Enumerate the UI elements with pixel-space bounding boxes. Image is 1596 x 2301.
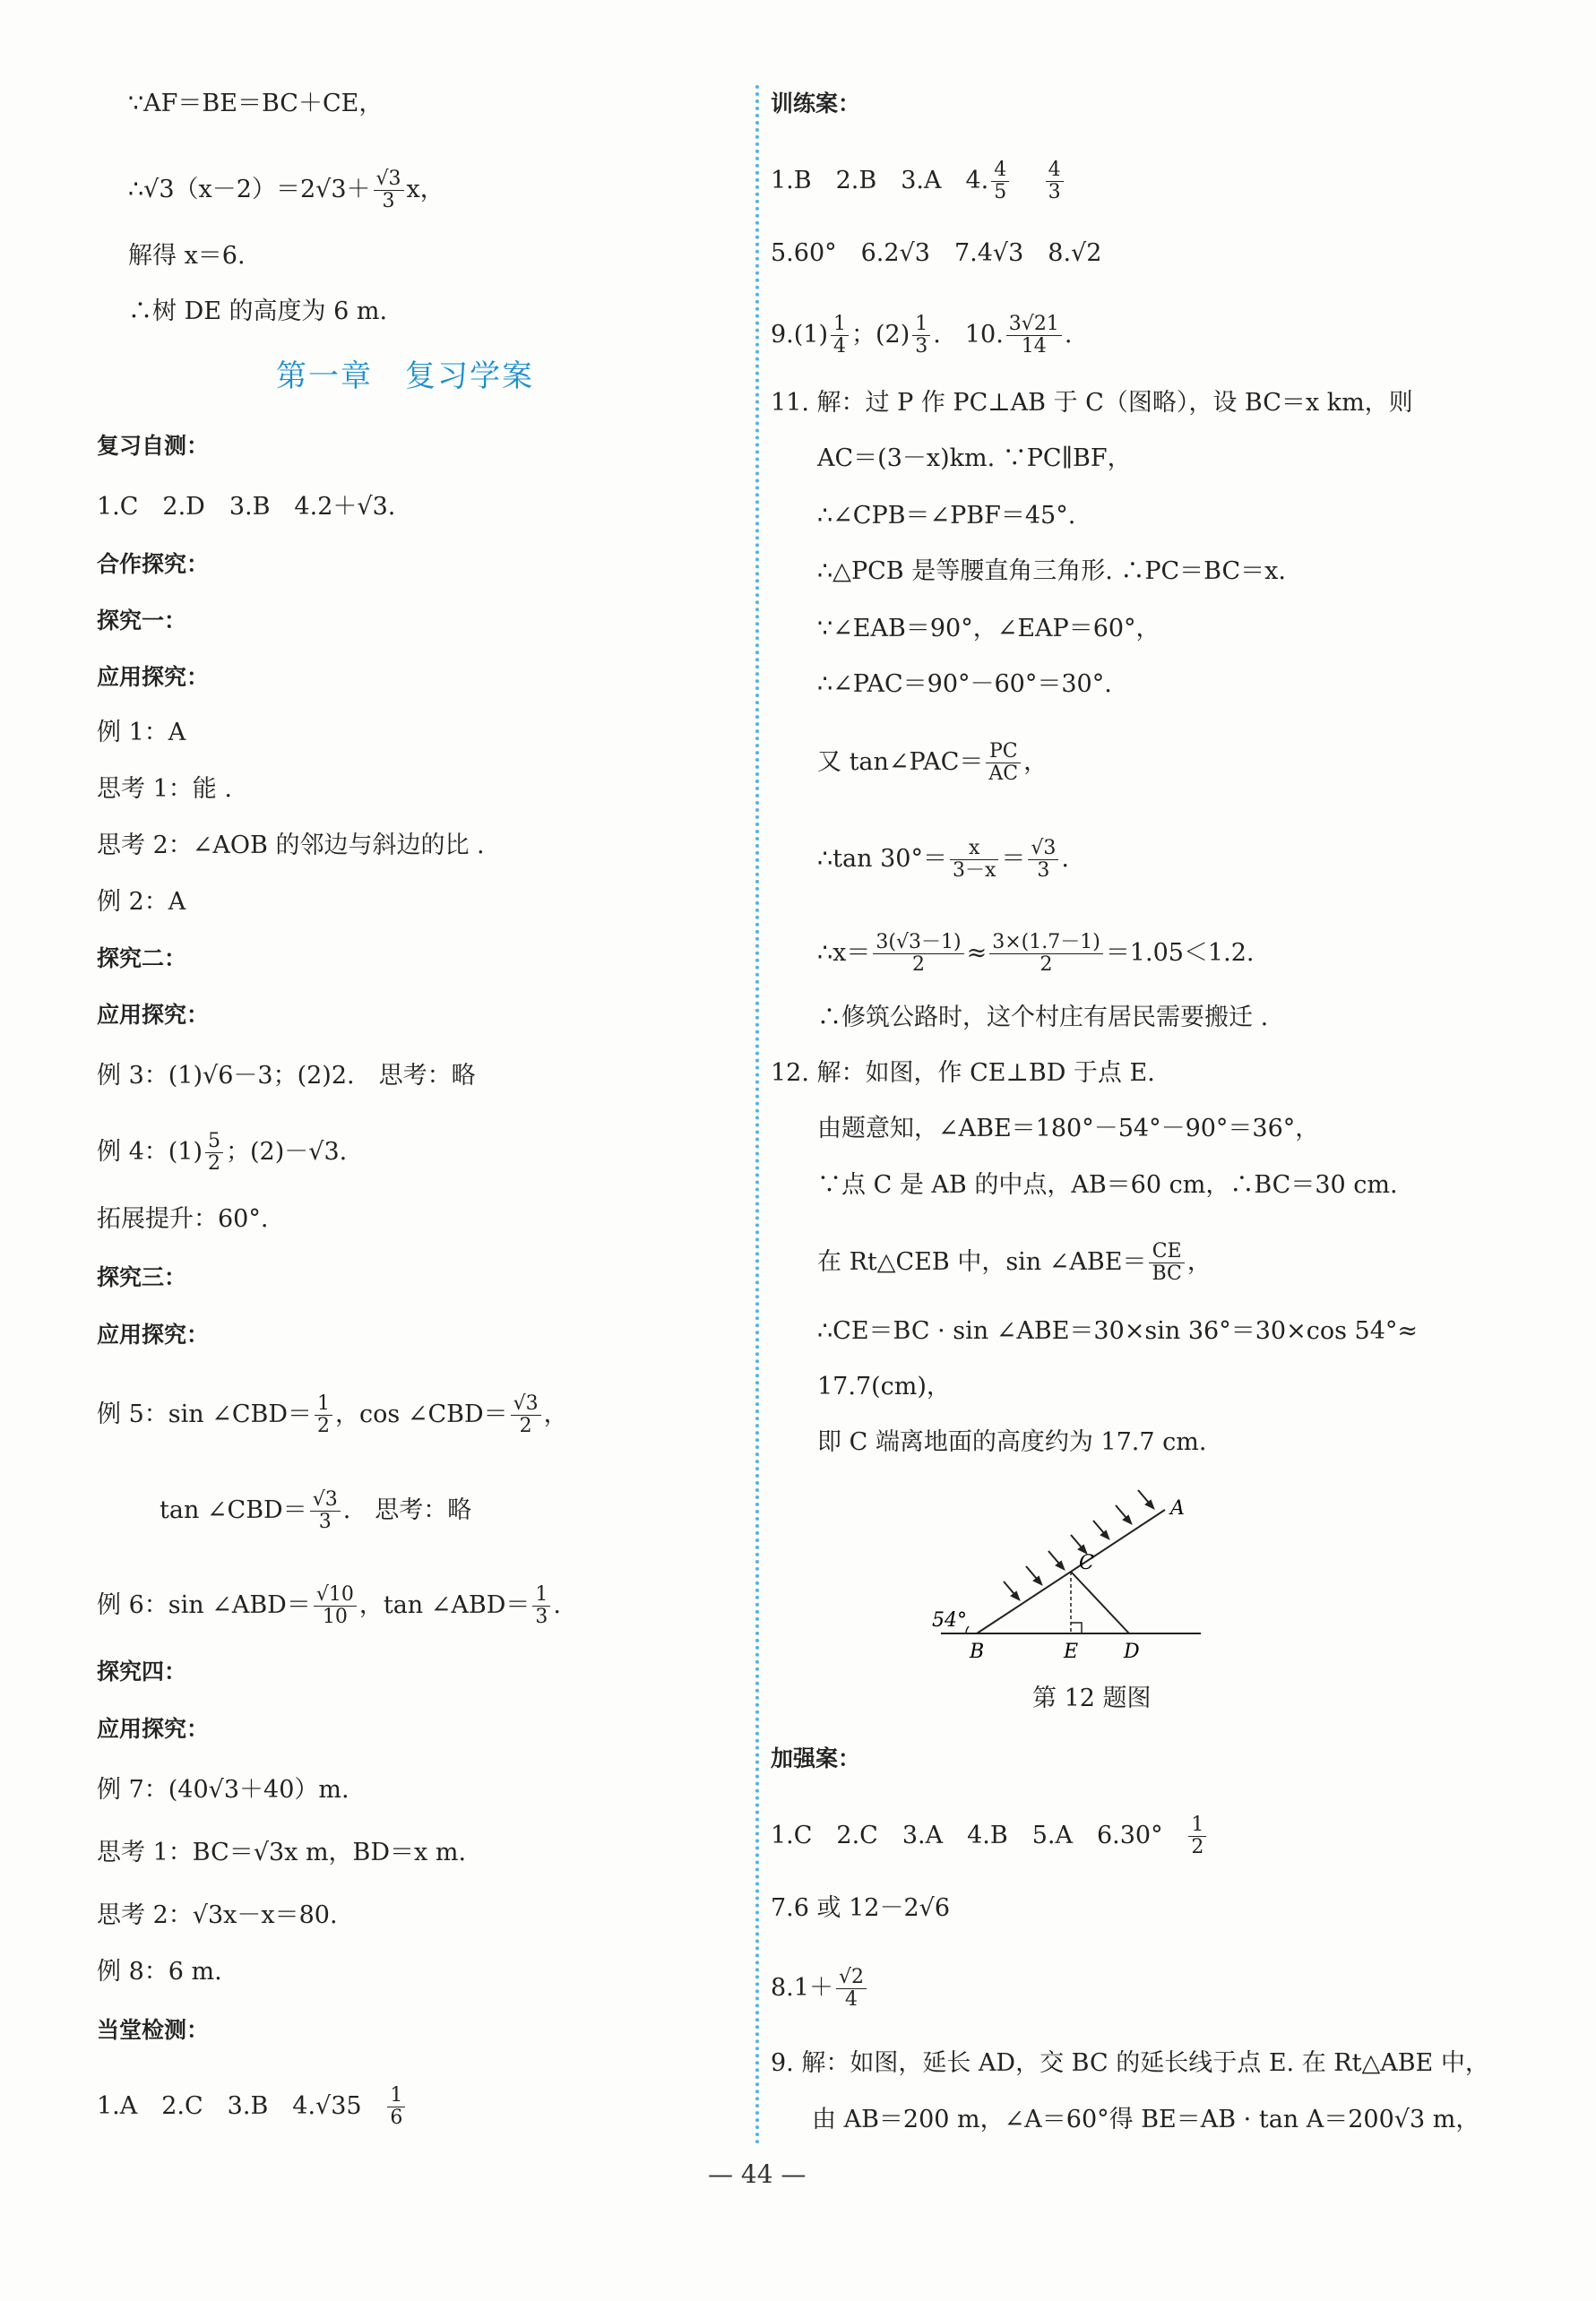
solution-line: ∴△PCB 是等腰直角三角形. ∴PC＝BC＝x. [817, 557, 1286, 585]
answer-line: 例 5：sin ∠CBD＝ $\frac{1}{2}$ ，cos ∠CBD＝ $\frac{√3}{2}$ ， [97, 1392, 568, 1437]
solution-line: ∴∠PAC＝90°－60°＝30°. [817, 670, 1112, 698]
fraction: $\frac{1}{4}$ [831, 314, 849, 358]
answer-line: 思考 2：√3x－x＝80. [97, 1901, 338, 1929]
fraction: $\frac{1}{3}$ [532, 1584, 550, 1628]
answer-line: 思考 1：BC＝√3x m，BD＝x m. [97, 1839, 467, 1866]
solution-line: ∴CE＝BC · sin ∠ABE＝30×sin 36°＝30×cos 54°≈ [817, 1317, 1419, 1345]
column-divider [755, 85, 759, 2146]
fraction: $\frac{1}{2}$ [315, 1393, 332, 1437]
section-label: 应用探究： [97, 1322, 210, 1348]
answer-line: 7.6 或 12－2√6 [771, 1894, 951, 1922]
fraction: $\frac{4}{3}$ [1046, 159, 1064, 203]
section-label: 合作探究： [97, 551, 210, 577]
fraction: $\frac{√3}{3}$ [374, 168, 404, 212]
answer-line: 例 7：(40√3＋40）m. [97, 1776, 349, 1804]
solution-line: 9. 解：如图，延长 AD，交 BC 的延长线于点 E. 在 Rt△ABE 中， [771, 2049, 1489, 2077]
fraction: $\frac{1}{3}$ [912, 314, 930, 358]
text-line: 解得 x＝6. [128, 242, 246, 270]
answer-line: 1.B 2.B 3.A 4. $\frac{4}{5}$ $\frac{4}{3}$ [771, 159, 1066, 203]
section-label: 当堂检测： [97, 2017, 210, 2043]
support-line-cd [1071, 1572, 1129, 1633]
solution-line: 又 tan∠PAC＝ $\frac{PC}{AC}$ ， [817, 740, 1048, 785]
section-label: 应用探究： [97, 1716, 210, 1742]
solution-line: 在 Rt△CEB 中，sin ∠ABE＝ $\frac{CE}{BC}$ ， [817, 1240, 1212, 1285]
fraction: $\frac{√10}{10}$ [314, 1584, 357, 1628]
solution-line: 由 AB＝200 m，∠A＝60°得 BE＝AB · tan A＝200√3 m， [812, 2106, 1480, 2133]
fraction: $\frac{√3}{3}$ [310, 1489, 341, 1533]
fraction: $\frac{PC}{AC}$ [986, 741, 1021, 785]
right-angle-mark [1071, 1623, 1082, 1633]
answer-line: 例 2：A [97, 888, 186, 916]
answer-line: 拓展提升：60°. [97, 1205, 269, 1233]
section-label: 探究三： [97, 1264, 187, 1290]
page-number: — 44 — [708, 2159, 807, 2189]
answer-line: 1.C 2.D 3.B 4.2＋√3. [97, 493, 396, 521]
solution-line: ∴tan 30°＝ $\frac{x}{3-x}$ ＝ $\frac{√3}{3}$ . [817, 837, 1069, 882]
answer-line: 例 4：(1) $\frac{5}{2}$ ；(2)－√3. [97, 1130, 348, 1175]
fraction: $\frac{√3}{2}$ [511, 1393, 541, 1437]
label-c: C [1079, 1552, 1094, 1574]
fraction: $\frac{1}{6}$ [387, 2085, 405, 2129]
solution-line: ∴∠CPB＝∠PBF＝45°. [817, 502, 1076, 530]
section-label: 应用探究： [97, 1002, 210, 1028]
answer-line: 9.(1) $\frac{1}{4}$ ；(2) $\frac{1}{3}$ . 10. $\frac{3√21}{14}$ . [771, 313, 1073, 358]
sun-rays [1004, 1490, 1153, 1599]
solution-line: ∴x＝ $\frac{3(√3-1)}{2}$ ≈ $\frac{3\times(1.7-1)}{2}$ ＝1.05＜1.2. [817, 931, 1255, 976]
solution-line: ∴修筑公路时，这个村庄有居民需要搬迁 . [817, 1004, 1269, 1031]
answer-line: 例 8：6 m. [97, 1958, 222, 1986]
fraction: $\frac{4}{5}$ [991, 159, 1009, 203]
fraction: $\frac{3√21}{14}$ [1006, 314, 1062, 358]
solution-line: 由题意知，∠ABE＝180°－54°－90°＝36°， [817, 1115, 1320, 1142]
section-label: 加强案： [771, 1745, 861, 1771]
chapter-heading: 第一章 复习学案 [276, 358, 534, 394]
solution-line: 即 C 端离地面的高度约为 17.7 cm. [817, 1428, 1207, 1456]
equation-line: ∴√3（x－2）＝2√3＋ $\frac{√3}{3}$ x， [128, 168, 444, 212]
solution-line: 11. 解：过 P 作 PC⊥AB 于 C（图略），设 BC＝x km，则 [771, 389, 1413, 417]
answer-line: 思考 1：能 . [97, 775, 232, 803]
solution-line: AC＝(3－x)km. ∵PC∥BF， [817, 444, 1132, 472]
section-label: 探究一： [97, 608, 187, 633]
fraction: $\frac{x}{3-x}$ [950, 838, 998, 882]
section-label: 探究四： [97, 1659, 187, 1685]
fraction: $\frac{5}{2}$ [205, 1131, 223, 1175]
answer-line: 思考 2：∠AOB 的邻边与斜边的比 . [97, 832, 485, 859]
label-a: A [1170, 1497, 1185, 1520]
fraction: $\frac{√3}{3}$ [1028, 838, 1058, 882]
label-d: D [1124, 1641, 1140, 1663]
answer-line: 例 6：sin ∠ABD＝ $\frac{√10}{10}$ ，tan ∠ABD＝ $\frac{1}{3}$ . [97, 1583, 561, 1628]
text-line: ∴树 DE 的高度为 6 m. [128, 297, 388, 325]
answer-line: 1.C 2.C 3.A 4.B 5.A 6.30° $\frac{1}{2}$ [771, 1814, 1209, 1858]
fraction: $\frac{1}{2}$ [1188, 1814, 1206, 1858]
answer-line: 例 3：(1)√6－3；(2)2. 思考：略 [97, 1062, 476, 1090]
label-b: B [970, 1641, 985, 1663]
section-label: 应用探究： [97, 664, 210, 690]
solution-line: 17.7(cm)， [817, 1373, 951, 1400]
section-label: 复习自测： [97, 433, 210, 459]
answer-line: 例 1：A [97, 719, 186, 746]
answer-line: 1.A 2.C 3.B 4.√35 $\frac{1}{6}$ [97, 2085, 408, 2129]
figure-12 [932, 1483, 1219, 1671]
solution-line: ∵点 C 是 AB 的中点，AB＝60 cm，∴BC＝30 cm. [817, 1171, 1398, 1199]
answer-line: tan ∠CBD＝ $\frac{√3}{3}$ . 思考：略 [160, 1488, 472, 1533]
section-label: 训练案： [771, 90, 861, 116]
solution-line: 12. 解：如图，作 CE⊥BD 于点 E. [771, 1059, 1155, 1087]
label-angle: 54° [932, 1609, 967, 1632]
label-e: E [1064, 1641, 1079, 1663]
fraction: $\frac{3(√3-1)}{2}$ [873, 932, 963, 976]
answer-line: 5.60° 6.2√3 7.4√3 8.√2 [771, 239, 1102, 267]
solution-line: ∵∠EAB＝90°，∠EAP＝60°， [817, 615, 1160, 642]
answer-line: 8.1＋ $\frac{√2}{4}$ [771, 1967, 869, 2011]
figure-caption: 第 12 题图 [1032, 1685, 1152, 1712]
fraction: $\frac{3\times(1.7-1)}{2}$ [989, 932, 1103, 976]
text-line: ∵AF＝BE＝BC＋CE， [128, 90, 384, 117]
section-label: 探究二： [97, 945, 187, 971]
fraction: $\frac{CE}{BC}$ [1149, 1241, 1184, 1285]
fraction: $\frac{√2}{4}$ [836, 1967, 867, 2011]
